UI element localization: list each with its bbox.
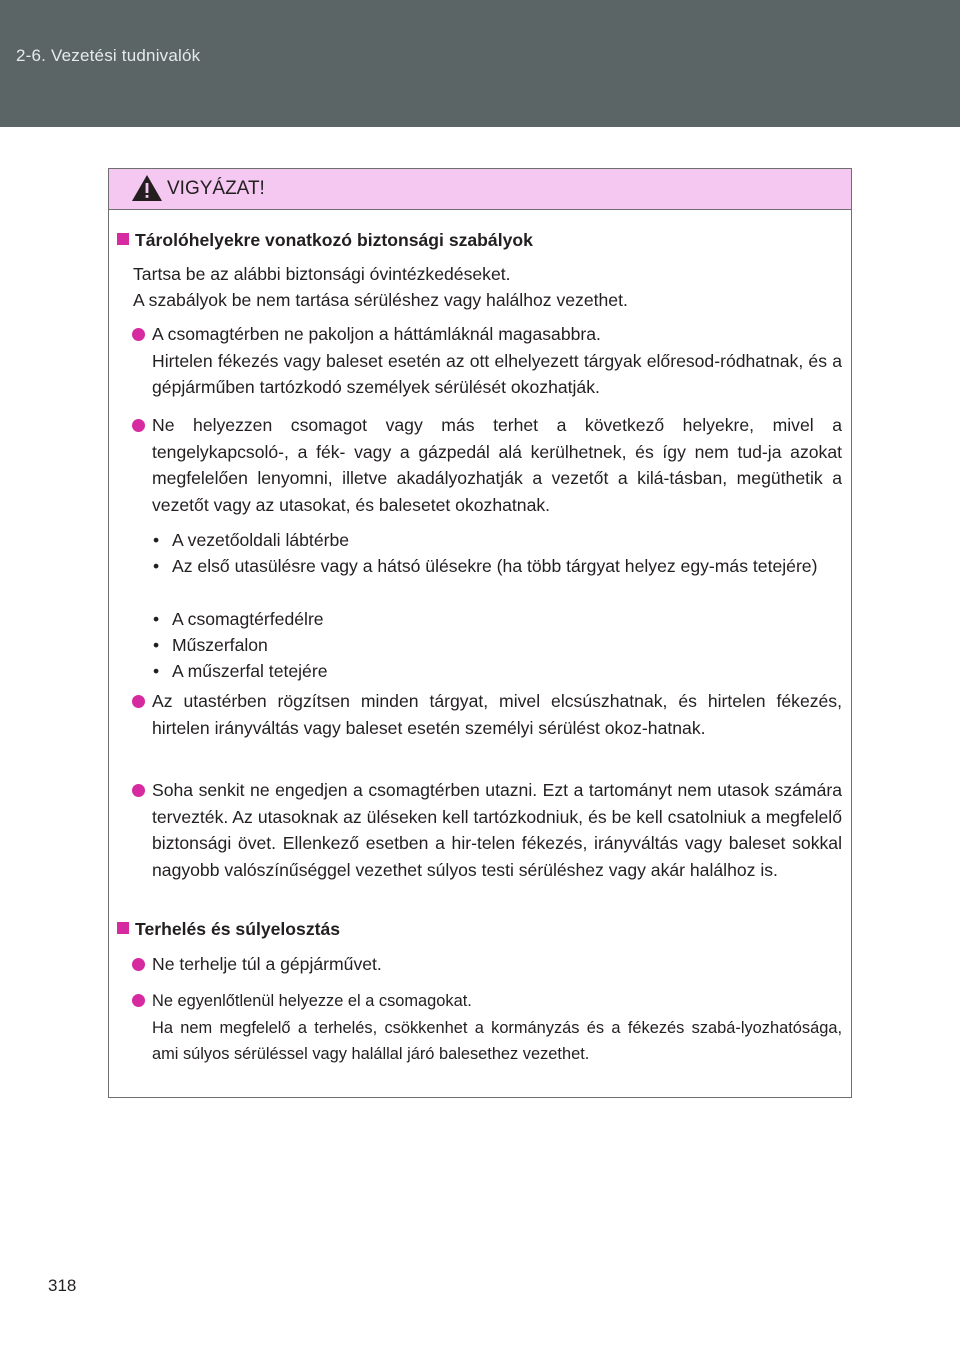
warning-triangle-icon	[131, 174, 163, 202]
square-bullet-icon	[117, 233, 129, 245]
list-item: Az utastérben rögzítsen minden tárgyat, mivel elcsúszhatnak, és hirtelen fékezés, hirtelen irányváltás vagy baleset esetén személyi sérülést okoz-hatnak.	[152, 691, 842, 738]
list-item: Ne helyezzen csomagot vagy más terhet a következő helyekre, mivel a tengelykapcsoló-, a fék- vagy a gázpedál alá kerülhetnek, és így nem tud-ja azokat megfelelően lenyomni, illetve akadályozhatják a vezetőt a kilá-tásban, megüthetik a vezetőt vagy az utasokat, és balesetet okozhatnak.	[152, 415, 842, 515]
intro-line: A szabályok be nem tartása sérüléshez vagy halálhoz vezethet.	[133, 290, 628, 310]
square-bullet-icon	[117, 922, 129, 934]
section-heading-text: Terhelés és súlyelosztás	[135, 919, 341, 939]
circle-bullet-icon	[132, 784, 145, 797]
list-item: Ne terhelje túl a gépjárművet.	[152, 954, 382, 974]
warning-header	[109, 169, 851, 210]
section-heading	[117, 227, 533, 253]
list-item	[152, 988, 842, 1068]
circle-bullet-icon	[132, 695, 145, 708]
circle-bullet-icon	[132, 419, 145, 432]
item-text: A csomagtérben ne pakoljon a háttámláknál magasabbra.	[152, 324, 601, 344]
circle-bullet-icon	[132, 994, 145, 1007]
page-number: 318	[48, 1276, 77, 1295]
section-heading-text: Tárolóhelyekre vonatkozó biztonsági szabályok	[135, 230, 533, 250]
intro-line: Tartsa be az alábbi biztonsági óvintézkedéseket.	[133, 264, 511, 284]
section-heading	[117, 916, 340, 942]
warning-box: VIGYÁZAT! Tárolóhelyekre vonatkozó biztonsági szabályok Tartsa be az alábbi biztonsági óvintézkedéseket. A szabályok be nem tartása sérüléshez vagy halálhoz vezethet. A csomagtérben ne pakoljon a háttámláknál magasabbra. Hirtelen fékezés vagy baleset esetén az ott elhelyezett tárgyak előresod-ródhatnak, és a gépjárműben tartózkodó személyek sérülését okozhatják. Ne helyezzen csomagot vagy más terhet a következő helyekre, mivel a tengelykapcsoló-, a fék- vagy a gázpedál alá kerülhetnek, és így nem tud-ja azokat megfelelően lenyomni, illetve akadályozhatják a vezetőt a kilá-tásban, megüthetik a vezetőt vagy az utasokat, és balesetet okozhatnak. • A vezetőoldali lábtérbe • Az első utasülésre vagy a hátsó ülésekre (ha több tárgyat helyez egy-más tetejére) • A csomagtérfedélre • Műszerfalon • A műszerfal tetejére Az utastérben rögzítsen minden tárgyat, mivel elcsúszhatnak, és hirtelen fékezés, hirtelen irányváltás vagy baleset esetén személyi sérülést okoz-hatnak. Soha senkit ne engedjen a csomagtérben utazni. Ezt a tartományt nem utasok számára tervezték. Az utasoknak az üléseken kell tartózkodniuk, és be kell csatolniuk a megfelelő biztonsági övet. Ellenkező esetben a hir-telen fékezés, irányváltás vagy baleset sokkal nagyobb valószínűséggel vezethet súlyos testi sérüléshez vagy akár halálhoz is. Terhelés és súlyelosztás Ne terhelje túl a gépjárművet. Ne egyenlőtlenül helyezze el a csomagokat. Ha nem megfelelő a terhelés, csökkenhet a kormányzás és a fékezés szabá-lyozhatósága, ami súlyos sérüléssel vagy halállal járó balesethez vezethet.	[108, 168, 852, 1098]
item-text: Hirtelen fékezés vagy baleset esetén az ott elhelyezett tárgyak előresod-ródhatnak, és a gépjárműben tartózkodó személyek sérülését okozhatják.	[152, 350, 842, 397]
list-item: Soha senkit ne engedjen a csomagtérben utazni. Ezt a tartományt nem utasok számára tervezték. Az utasoknak az üléseken kell tartózkodniuk, és be kell csatolniuk a megfelelő biztonsági övet. Ellenkező esetben a hir-telen fékezés, irányváltás vagy baleset sokkal nagyobb valószínűséggel vezethet súlyos testi sérüléshez vagy akár halálhoz is.	[152, 780, 842, 880]
circle-bullet-icon	[132, 328, 145, 341]
list-item	[152, 321, 842, 401]
section-title: 2-6. Vezetési tudnivalók	[16, 46, 201, 65]
page-header	[0, 0, 960, 127]
item-text: Ha nem megfelelő a terhelés, csökkenhet a kormányzás és a fékezés szabá-lyozhatósága, ami súlyos sérüléssel vagy halállal járó balesethez vezethet.	[152, 1018, 842, 1063]
warning-title: VIGYÁZAT!	[167, 178, 265, 199]
item-text: Ne egyenlőtlenül helyezze el a csomagokat.	[152, 992, 472, 1010]
circle-bullet-icon	[132, 958, 145, 971]
